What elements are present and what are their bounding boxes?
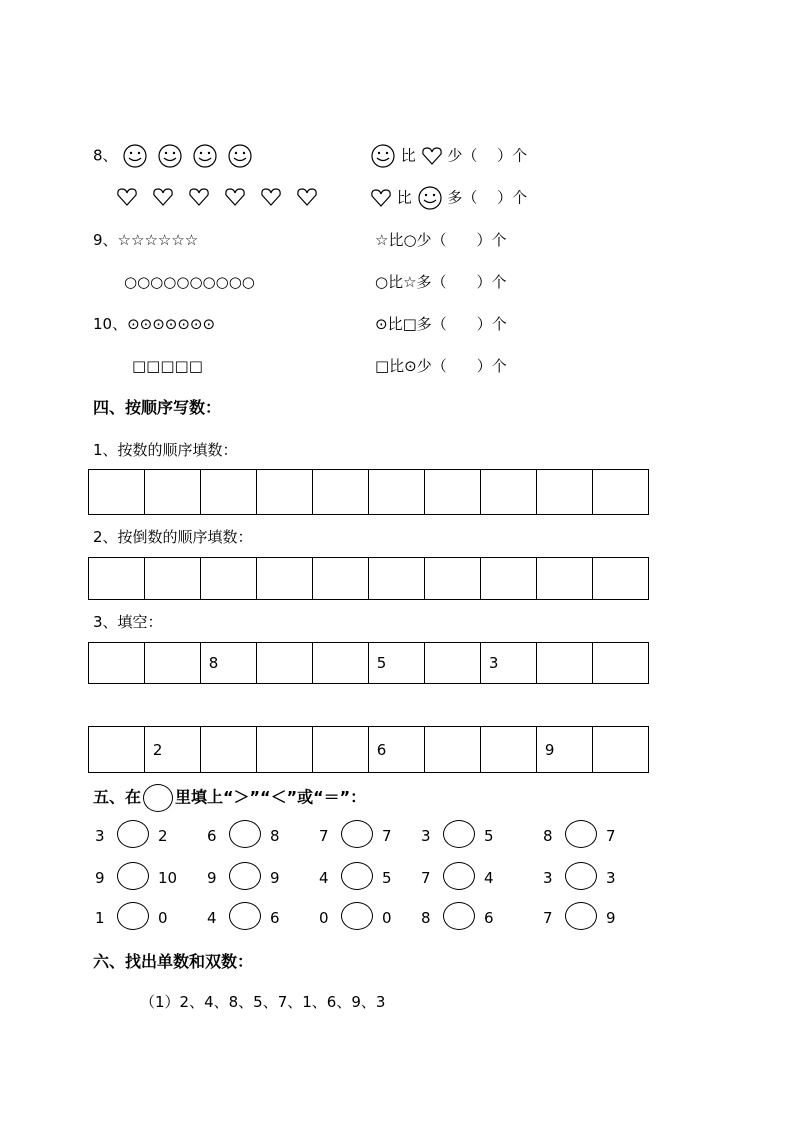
grid-cell[interactable]	[89, 558, 145, 600]
comparison-answer-circle[interactable]	[229, 902, 261, 930]
grid-cell[interactable]	[89, 643, 145, 684]
grid-cell[interactable]	[425, 727, 481, 773]
comparison-left-number: 3	[543, 869, 553, 887]
number-grid-ascending	[88, 469, 649, 515]
comparison-answer-circle[interactable]	[117, 820, 149, 848]
grid-cell-value: 6	[376, 740, 387, 759]
q8-q2-answer: 多（ ）个	[447, 188, 528, 207]
comparison-left-number: 6	[207, 827, 217, 845]
comparison-left-number: 7	[421, 869, 431, 887]
q8-row1	[93, 144, 262, 168]
grid-cell[interactable]	[537, 470, 593, 515]
smiley-face-icon	[157, 147, 192, 165]
comparison-left-number: 1	[95, 909, 105, 927]
grid-cell	[200, 643, 256, 684]
grid-cell[interactable]	[593, 727, 649, 773]
q9-number: 9、	[93, 231, 118, 249]
grid-cell	[480, 643, 536, 684]
heart-icon	[188, 187, 224, 205]
comparison-right-number: 0	[158, 909, 168, 927]
comparison-left-number: 7	[543, 909, 553, 927]
circle-icon	[143, 784, 173, 812]
q9-question-1: ☆比○少（ ）个	[375, 231, 507, 249]
grid-cell[interactable]	[201, 558, 257, 600]
comparison-answer-circle[interactable]	[341, 902, 373, 930]
comparison-left-number: 7	[319, 827, 329, 845]
comparison-right-number: 8	[270, 827, 280, 845]
section-4-sub2: 2、按倒数的顺序填数：	[93, 528, 253, 546]
comparison-left-number: 0	[319, 909, 329, 927]
comparison-right-number: 3	[606, 869, 616, 887]
q10-question-1: ⊙比□多（ ）个	[375, 315, 507, 333]
comparison-answer-circle[interactable]	[565, 862, 597, 890]
squares-sequence: □□□□□	[132, 357, 203, 375]
grid-cell[interactable]	[145, 558, 201, 600]
comparison-left-number: 8	[421, 909, 431, 927]
smiley-face-icon	[417, 186, 443, 210]
grid-cell[interactable]	[369, 558, 425, 600]
q9-row1	[93, 230, 198, 250]
grid-cell[interactable]	[480, 727, 536, 773]
comparison-answer-circle[interactable]	[117, 862, 149, 890]
section-5-title	[93, 784, 366, 812]
smiley-faces-group	[122, 147, 262, 165]
grid-cell	[368, 727, 424, 773]
grid-cell[interactable]	[201, 727, 257, 773]
grid-cell[interactable]	[537, 558, 593, 600]
grid-cell[interactable]	[257, 470, 313, 515]
comparison-left-number: 4	[319, 869, 329, 887]
comparison-answer-circle[interactable]	[443, 902, 475, 930]
section-6-item-1: （1）2、4、8、5、7、1、6、9、3	[140, 993, 386, 1011]
section-4-sub1: 1、按数的顺序填数：	[93, 441, 238, 459]
fill-grid-a	[88, 642, 649, 684]
heart-icon	[296, 187, 332, 205]
grid-cell-value: 8	[208, 654, 219, 672]
grid-cell[interactable]	[89, 470, 145, 515]
comparison-right-number: 5	[484, 827, 494, 845]
comparison-answer-circle[interactable]	[443, 862, 475, 890]
smiley-face-icon	[122, 147, 157, 165]
grid-cell[interactable]	[593, 643, 649, 684]
q10-number: 10、	[93, 315, 128, 333]
heart-icon	[152, 187, 188, 205]
section-6-title: 六、找出单数和双数：	[93, 952, 254, 971]
grid-cell-value: 5	[376, 654, 387, 672]
grid-cell-value: 3	[488, 654, 499, 672]
grid-cell[interactable]	[312, 727, 368, 773]
comparison-answer-circle[interactable]	[565, 902, 597, 930]
grid-cell[interactable]	[257, 643, 313, 684]
q8-row2	[116, 186, 332, 207]
comparison-answer-circle[interactable]	[229, 862, 261, 890]
comparison-answer-circle[interactable]	[229, 820, 261, 848]
q8-q1-compare: 比	[400, 146, 416, 165]
comparison-left-number: 3	[95, 827, 105, 845]
comparison-right-number: 7	[382, 827, 392, 845]
comparison-right-number: 10	[158, 869, 178, 887]
grid-cell[interactable]	[145, 470, 201, 515]
comparison-left-number: 9	[207, 869, 217, 887]
comparison-right-number: 5	[382, 869, 392, 887]
comparison-right-number: 9	[270, 869, 280, 887]
grid-cell[interactable]	[257, 727, 313, 773]
grid-cell[interactable]	[425, 643, 481, 684]
q8-number: 8、	[93, 146, 118, 165]
heart-icon	[224, 187, 260, 205]
q8-question-2	[370, 186, 527, 210]
comparison-right-number: 4	[484, 869, 494, 887]
comparison-right-number: 6	[484, 909, 494, 927]
grid-cell[interactable]	[201, 470, 257, 515]
q10-question-2: □比⊙少（ ）个	[375, 357, 507, 375]
heart-icon	[116, 187, 152, 205]
section-4-title: 四、按顺序写数：	[93, 398, 222, 417]
q10-row2	[132, 356, 203, 376]
comparison-answer-circle[interactable]	[565, 820, 597, 848]
comparison-answer-circle[interactable]	[117, 902, 149, 930]
grid-cell-value: 9	[544, 740, 555, 759]
comparison-answer-circle[interactable]	[341, 862, 373, 890]
grid-cell[interactable]	[312, 643, 368, 684]
grid-cell[interactable]	[481, 470, 537, 515]
grid-cell[interactable]	[313, 470, 369, 515]
q8-question-1	[370, 144, 527, 168]
grid-cell[interactable]	[593, 558, 649, 600]
smiley-face-icon	[227, 147, 262, 165]
heart-icon	[260, 187, 296, 205]
circles-sequence: ○○○○○○○○○○	[124, 273, 255, 291]
stars-sequence: ☆☆☆☆☆☆	[117, 231, 199, 249]
section-4-sub3: 3、填空：	[93, 613, 163, 631]
comparison-right-number: 0	[382, 909, 392, 927]
grid-cell[interactable]	[144, 643, 200, 684]
grid-cell	[144, 727, 200, 773]
comparison-left-number: 9	[95, 869, 105, 887]
comparison-left-number: 3	[421, 827, 431, 845]
hearts-group	[116, 187, 332, 205]
grid-cell[interactable]	[89, 727, 145, 773]
grid-cell[interactable]	[593, 470, 649, 515]
comparison-right-number: 9	[606, 909, 616, 927]
grid-cell[interactable]	[313, 558, 369, 600]
heart-icon	[421, 146, 443, 166]
grid-cell	[536, 727, 592, 773]
smiley-face-icon	[370, 144, 396, 168]
comparison-right-number: 2	[158, 827, 168, 845]
comparison-left-number: 8	[543, 827, 553, 845]
fill-grid-b	[88, 726, 649, 773]
comparison-answer-circle[interactable]	[443, 820, 475, 848]
q8-q1-answer: 少（ ）个	[447, 146, 528, 165]
q10-row1	[93, 314, 215, 334]
grid-cell[interactable]	[257, 558, 313, 600]
grid-cell[interactable]	[537, 643, 593, 684]
q8-q2-compare: 比	[396, 188, 412, 207]
grid-cell[interactable]	[425, 470, 481, 515]
q9-row2	[124, 272, 255, 292]
comparison-right-number: 7	[606, 827, 616, 845]
q9-question-2: ○比☆多（ ）个	[375, 273, 507, 291]
section-5-title-post: 里填上“＞”“＜”或“＝”：	[175, 787, 367, 807]
grid-cell	[368, 643, 424, 684]
smiley-face-icon	[192, 147, 227, 165]
section-5-title-pre: 五、在	[93, 787, 142, 807]
comparison-right-number: 6	[270, 909, 280, 927]
heart-icon	[370, 188, 392, 208]
grid-cell[interactable]	[369, 470, 425, 515]
comparison-left-number: 4	[207, 909, 217, 927]
comparison-answer-circle[interactable]	[341, 820, 373, 848]
number-grid-descending	[88, 557, 649, 600]
dots-sequence: ⊙⊙⊙⊙⊙⊙⊙	[127, 315, 216, 333]
grid-cell-value: 2	[152, 740, 163, 759]
grid-cell[interactable]	[425, 558, 481, 600]
grid-cell[interactable]	[481, 558, 537, 600]
